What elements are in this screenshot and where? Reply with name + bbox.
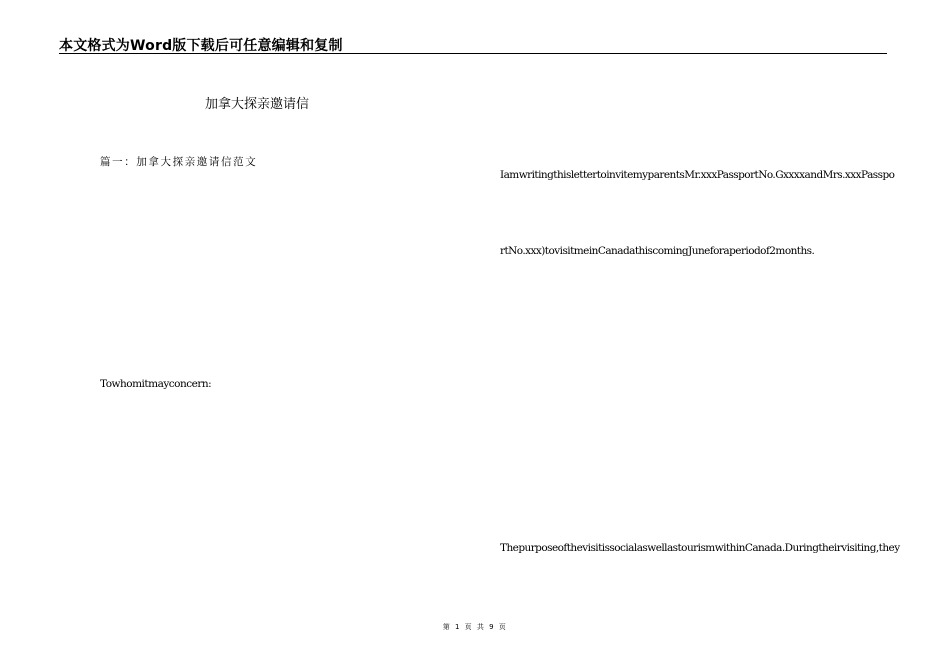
body-text-line: IamwritingthislettertoinvitemyparentsMr.xxxPassportNo.GxxxxandMrs.xxxPasspo: [500, 169, 895, 181]
header-banner-text: 本文格式为Word版下载后可任意编辑和复制: [59, 38, 343, 54]
body-text-line: rtNo.xxx)tovisitmeinCanadathiscomingJuneforaperiodof2months.: [500, 245, 815, 257]
section-heading: 篇一：加拿大探亲邀请信范文: [100, 156, 258, 168]
body-text-line: ThepurposeofthevisitissocialaswellastourismwithinCanada.Duringtheirvisiting,they: [500, 542, 900, 554]
page-header: [59, 32, 887, 54]
document-title: 加拿大探亲邀请信: [205, 97, 310, 112]
page-number-footer: 第 1 页 共 9 页: [442, 623, 508, 631]
header-divider: [59, 53, 887, 54]
letter-salutation: Towhomitmayconcern:: [100, 378, 212, 390]
